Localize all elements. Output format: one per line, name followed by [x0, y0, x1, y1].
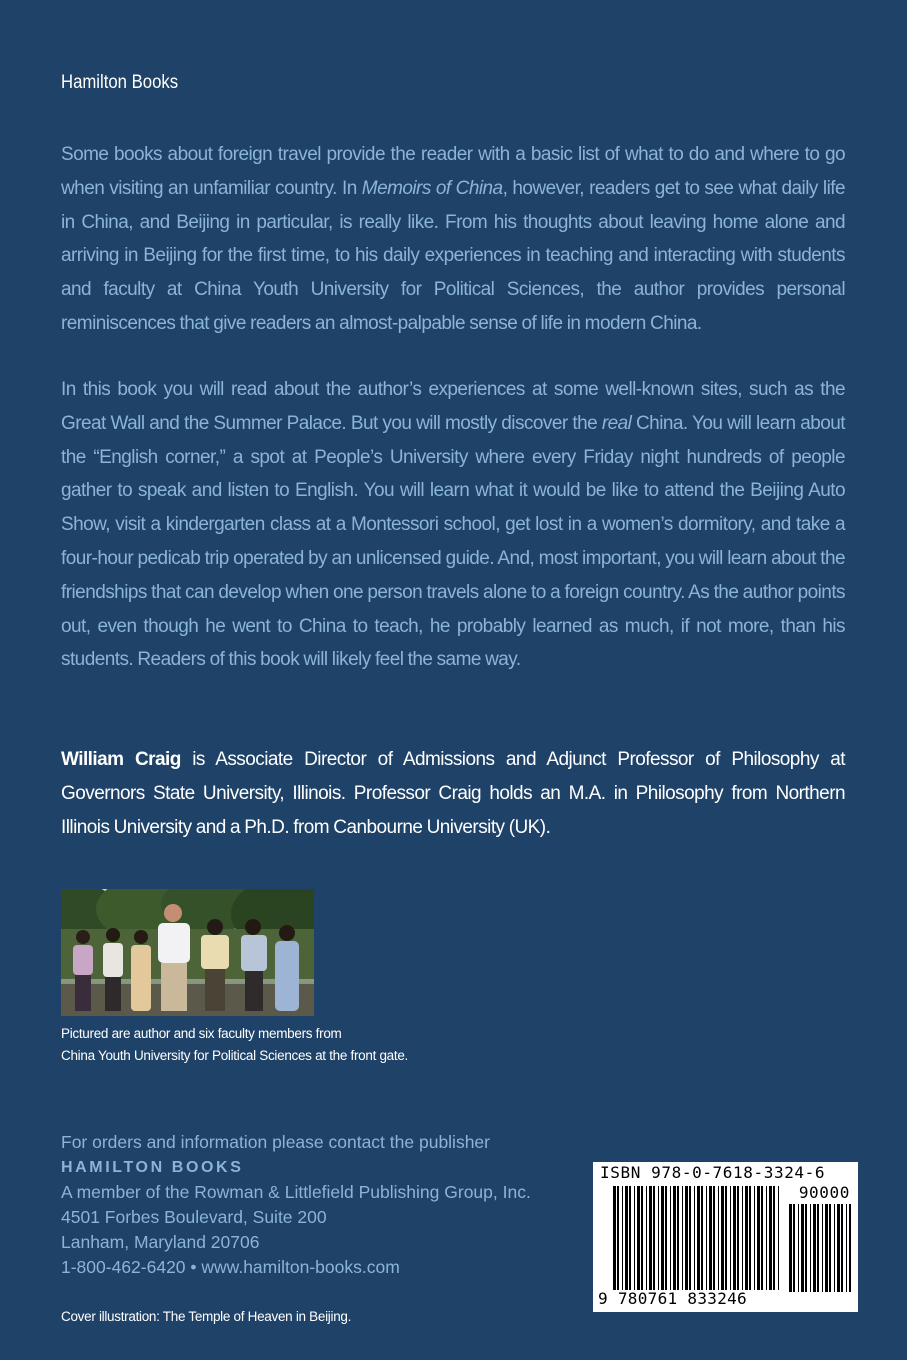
barcode-bar	[670, 1186, 671, 1290]
barcode-bar	[646, 1186, 647, 1290]
barcode-bar	[798, 1204, 799, 1292]
publisher-address-2: Lanham, Maryland 20706	[61, 1232, 260, 1252]
barcode-bar	[682, 1186, 683, 1290]
barcode-bar	[673, 1186, 676, 1290]
barcode-bar	[721, 1186, 724, 1290]
photo-caption-line-1: Pictured are author and six faculty members from	[61, 1026, 342, 1041]
barcode-bar	[629, 1186, 631, 1290]
barcode-bar	[773, 1186, 775, 1290]
barcode-bar	[761, 1186, 763, 1290]
barcode-bar	[789, 1204, 792, 1292]
barcode-bar	[829, 1204, 831, 1292]
barcode-bar	[810, 1204, 811, 1292]
barcode-bar	[641, 1186, 643, 1290]
barcode-bar	[622, 1186, 623, 1290]
price-code: 90000	[798, 1183, 850, 1202]
barcode-bar	[725, 1186, 727, 1290]
cover-credit: Cover illustration: The Temple of Heaven in Beijing.	[61, 1309, 352, 1324]
barcode-bar	[658, 1186, 659, 1290]
publisher-phone-web: 1-800-462-6420 • www.hamilton-books.com	[61, 1257, 400, 1277]
barcode-bar	[701, 1186, 703, 1290]
publisher-contact	[61, 1130, 531, 1280]
barcode-bar	[661, 1186, 664, 1290]
contact-intro: For orders and information please contact the publisher	[61, 1132, 490, 1152]
publisher-brand: HAMILTON BOOKS	[61, 1159, 244, 1176]
barcode-bar	[625, 1186, 628, 1290]
description-paragraph-1	[61, 138, 845, 341]
barcode-bar	[745, 1186, 748, 1290]
barcode-bar	[685, 1186, 688, 1290]
barcode-bar	[817, 1204, 819, 1292]
barcode-bar	[766, 1186, 767, 1290]
barcode-bar	[805, 1204, 807, 1292]
barcode-bar	[665, 1186, 667, 1290]
barcode-bar	[849, 1204, 851, 1292]
barcode-bar	[813, 1204, 816, 1292]
barcode-bar	[677, 1186, 679, 1290]
barcode-bar	[825, 1204, 828, 1292]
barcode-bar	[757, 1186, 760, 1290]
barcode-bar	[749, 1186, 751, 1290]
barcode-bar	[706, 1186, 707, 1290]
barcode-bar	[718, 1186, 719, 1290]
barcode-bar	[769, 1186, 772, 1290]
publisher-address-1: 4501 Forbes Boulevard, Suite 200	[61, 1207, 327, 1227]
group-photo-image	[61, 889, 314, 1016]
barcode-bar	[733, 1186, 736, 1290]
photo-caption-line-2: China Youth University for Political Sciences at the front gate.	[61, 1048, 409, 1063]
description-paragraph-2	[61, 373, 845, 677]
barcode-bar	[822, 1204, 823, 1292]
author-bio	[61, 743, 845, 844]
barcode-bar	[713, 1186, 715, 1290]
author-bio-text: is Associate Director of Admissions and Adjunct Professor of Philosophy at Governors State University, Illinois. Professor Craig holds an M.A. in Philosophy from Northern Illinois University and a Ph.D. from Canbourne University (UK).	[61, 749, 845, 838]
barcode-bar	[737, 1186, 739, 1290]
photo-caption	[61, 1023, 481, 1067]
author-name: William Craig	[61, 749, 181, 770]
barcode-bar	[617, 1186, 619, 1290]
barcode-bar	[613, 1186, 616, 1290]
p2-text-end: China. You will learn about the “English corner,” a spot at People’s University where every Friday night hundreds of people gather to speak and listen to English. You will learn what it would be like to attend the Beijing Auto Show, visit a kindergarten class at a Montessori school, get lost in a women’s dormitory, and take a four-hour pedicab trip operated by an unlicensed guide. And, most important, you will learn about the friendships that can develop when one person travels alone to a foreign country. As the author points out, even though he went to China to teach, he probably learned as much, if not more, than his students. Readers of this book will likely feel the same way.	[61, 412, 845, 671]
barcode-bar	[754, 1186, 755, 1290]
p1-text-end: , however, readers get to see what daily life in China, and Beijing in particular, is really like. From his thoughts about leaving home alone and arriving in Beijing for the first time, to his daily experiences in teaching and interacting with students and faculty at China Youth University for Political Sciences, the author provides personal reminiscences that give readers an almost-palpable sense of life in modern China.	[61, 177, 845, 334]
barcode-bar	[834, 1204, 835, 1292]
author-group-photo	[61, 889, 314, 1016]
p1-text-start: Some books about foreign travel provide the reader with a basic list of what to do and where to go when visiting an unfamiliar country. In	[61, 144, 845, 199]
barcode-bar	[694, 1186, 695, 1290]
barcode-bar	[697, 1186, 700, 1290]
real-italic: real	[601, 412, 632, 434]
barcode-bar	[634, 1186, 635, 1290]
barcode-bar	[637, 1186, 640, 1290]
publisher-member-line: A member of the Rowman & Littlefield Publishing Group, Inc.	[61, 1182, 531, 1202]
p2-text-start: In this book you will read about the author’s experiences at some well-known sites, such as the Great Wall and the Summer Palace. But you will mostly discover the	[61, 379, 845, 434]
barcode-bar	[837, 1204, 840, 1292]
book-title-italic: Memoirs of China	[361, 177, 503, 199]
barcode-bar	[709, 1186, 712, 1290]
barcode-bar	[742, 1186, 743, 1290]
isbn-number: ISBN 978-0-7618-3324-6	[600, 1163, 826, 1182]
barcode-bar	[649, 1186, 652, 1290]
barcode-bar	[846, 1204, 847, 1292]
isbn-barcode	[593, 1162, 858, 1312]
barcode-bar	[778, 1186, 779, 1290]
barcode-bar	[689, 1186, 691, 1290]
barcode-bar	[841, 1204, 843, 1292]
barcode-bar	[801, 1204, 804, 1292]
publisher-label: Hamilton Books	[61, 72, 179, 93]
barcode-bar	[653, 1186, 655, 1290]
ean-digits: 9 780761 833246	[598, 1289, 747, 1308]
barcode-bar	[793, 1204, 795, 1292]
barcode-bar	[730, 1186, 731, 1290]
